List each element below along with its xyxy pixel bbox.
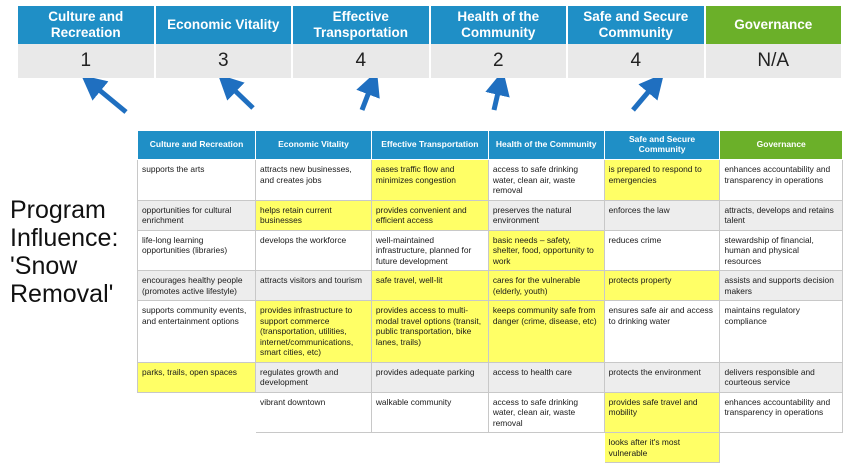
score-safe-and-secure-community: 4 (568, 44, 706, 78)
matrix-cell: well-maintained infrastructure, planned for future development (371, 230, 488, 271)
matrix-header-safe-and-secure-community: Safe and Secure Community (604, 131, 720, 160)
table-row (138, 392, 843, 433)
matrix-cell-empty (138, 392, 256, 433)
table-row (138, 160, 843, 201)
matrix-cell: access to safe drinking water, clean air, waste removal (488, 160, 604, 201)
matrix-cell: protects the environment (604, 362, 720, 392)
matrix-cell: walkable community (371, 392, 488, 433)
table-row (138, 362, 843, 392)
matrix-cell-empty (720, 433, 843, 463)
header-cell-governance: Governance (706, 6, 842, 44)
matrix-header-health-of-the-community: Health of the Community (488, 131, 604, 160)
arrow-effective-transportation (362, 84, 372, 110)
matrix-header-row (138, 131, 843, 160)
matrix-cell: assists and supports decision makers (720, 271, 843, 301)
header-cell-health-of-the-community: Health of the Community (431, 6, 569, 44)
header-cell-culture-and-recreation: Culture and Recreation (18, 6, 156, 44)
matrix-cell: provides access to multi-modal travel options (transit, public transportation, bike lanes, trails) (371, 301, 488, 363)
matrix-cell: looks after it's most vulnerable (604, 433, 720, 463)
matrix-cell: supports community events, and entertainment options (138, 301, 256, 363)
matrix-cell: safe travel, well-lit (371, 271, 488, 301)
matrix-cell: attracts, develops and retains talent (720, 200, 843, 230)
matrix-cell: maintains regulatory compliance (720, 301, 843, 363)
strategic-results-matrix (137, 130, 843, 463)
matrix-cell-empty (138, 433, 256, 463)
matrix-cell: provides safe travel and mobility (604, 392, 720, 433)
matrix-cell: delivers responsible and courteous service (720, 362, 843, 392)
matrix-cell: provides infrastructure to support commerce (transportation, utilities, internet/communications, smart cities, etc) (256, 301, 372, 363)
matrix-cell-empty (371, 433, 488, 463)
matrix-cell: provides adequate parking (371, 362, 488, 392)
matrix-cell: access to safe drinking water, clean air, waste removal (488, 392, 604, 433)
scorecard-header-band (18, 6, 841, 44)
header-cell-safe-and-secure-community: Safe and Secure Community (568, 6, 706, 44)
table-row (138, 200, 843, 230)
matrix-cell: supports the arts (138, 160, 256, 201)
matrix-cell: protects property (604, 271, 720, 301)
matrix-header-effective-transportation: Effective Transportation (371, 131, 488, 160)
matrix-cell: enhances accountability and transparency in operations (720, 160, 843, 201)
matrix-cell: encourages healthy people (promotes active lifestyle) (138, 271, 256, 301)
arrow-health-of-the-community (494, 84, 500, 110)
matrix-cell-empty (256, 433, 372, 463)
matrix-cell: stewardship of financial, human and physical resources (720, 230, 843, 271)
header-cell-economic-vitality: Economic Vitality (156, 6, 294, 44)
matrix-cell: develops the workforce (256, 230, 372, 271)
score-economic-vitality: 3 (156, 44, 294, 78)
matrix-cell: provides convenient and efficient access (371, 200, 488, 230)
matrix-cell: parks, trails, open spaces (138, 362, 256, 392)
matrix-cell: keeps community safe from danger (crime, disease, etc) (488, 301, 604, 363)
matrix-cell: helps retain current businesses (256, 200, 372, 230)
matrix-cell: attracts visitors and tourism (256, 271, 372, 301)
matrix-cell: preserves the natural environment (488, 200, 604, 230)
matrix-cell: access to health care (488, 362, 604, 392)
matrix-cell: regulates growth and development (256, 362, 372, 392)
program-influence-caption: Program Influence: 'Snow Removal' (10, 196, 119, 308)
matrix-cell: vibrant downtown (256, 392, 372, 433)
score-band (18, 44, 841, 78)
matrix-cell: life-long learning opportunities (libraries) (138, 230, 256, 271)
matrix-header-economic-vitality: Economic Vitality (256, 131, 372, 160)
matrix-cell: reduces crime (604, 230, 720, 271)
score-health-of-the-community: 2 (431, 44, 569, 78)
score-governance: N/A (757, 50, 790, 71)
table-row (138, 230, 843, 271)
matrix-cell: is prepared to respond to emergencies (604, 160, 720, 201)
arrow-economic-vitality (228, 84, 253, 108)
matrix-cell: cares for the vulnerable (elderly, youth) (488, 271, 604, 301)
matrix-cell: enhances accountability and transparency in operations (720, 392, 843, 433)
table-row (138, 433, 843, 463)
matrix-cell: attracts new businesses, and creates jobs (256, 160, 372, 201)
arrow-culture-and-recreation (92, 84, 126, 112)
matrix-cell: enforces the law (604, 200, 720, 230)
matrix-cell: opportunities for cultural enrichment (138, 200, 256, 230)
arrow-safe-and-secure-community (633, 84, 655, 110)
matrix-header-governance: Governance (720, 131, 843, 160)
table-row (138, 301, 843, 363)
table-row (138, 271, 843, 301)
score-culture-and-recreation: 1 (18, 44, 156, 78)
matrix-cell: ensures safe air and access to drinking water (604, 301, 720, 363)
header-cell-effective-transportation: Effective Transportation (293, 6, 431, 44)
matrix-header-culture-and-recreation: Culture and Recreation (138, 131, 256, 160)
matrix-cell: basic needs – safety, shelter, food, opportunity to work (488, 230, 604, 271)
matrix-cell: eases traffic flow and minimizes congestion (371, 160, 488, 201)
score-effective-transportation: 4 (293, 44, 431, 78)
arrow-group (0, 78, 859, 134)
matrix-cell-empty (488, 433, 604, 463)
